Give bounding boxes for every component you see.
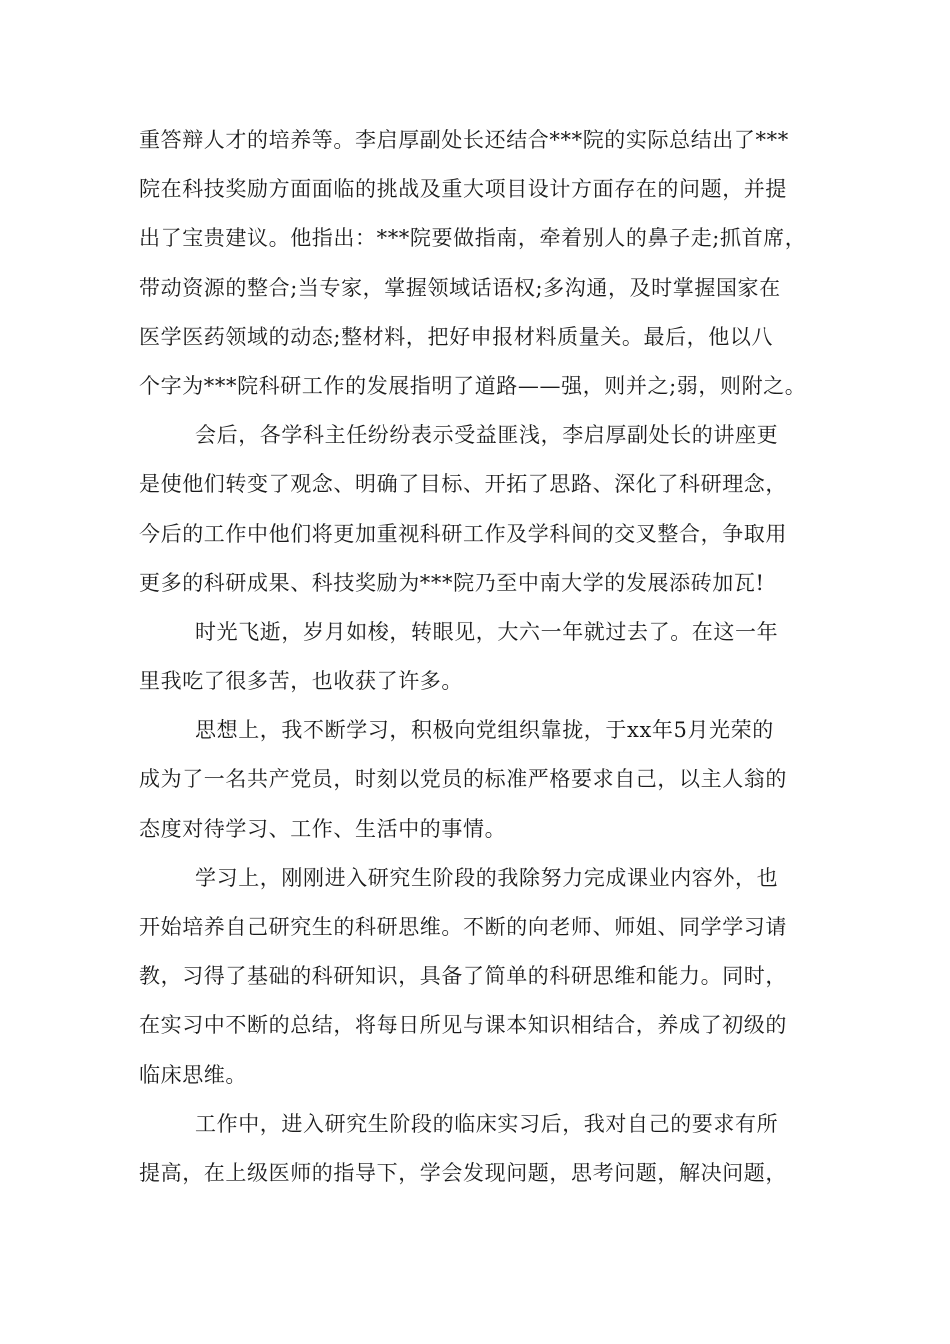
text-line: 教，习得了基础的科研知识，具备了简单的科研思维和能力。同时， [139,964,787,989]
text-line: 是使他们转变了观念、明确了目标、开拓了思路、深化了科研理念， [139,472,787,497]
text-line: 重答辩人才的培养等。李启厚副处长还结合***院的实际总结出了*** [139,128,789,152]
paragraph-first-line: 学习上，刚刚进入研究生阶段的我除努力完成课业内容外，也 [195,865,779,890]
text-line: 带动资源的整合;当专家，掌握领域话语权;多沟通，及时掌握国家在 [139,275,781,300]
text-line: 临床思维。 [139,1062,247,1087]
text-line: 态度对待学习、工作、生活中的事情。 [139,816,507,841]
text-line: 出了宝贵建议。他指出：***院要做指南，牵着别人的鼻子走;抓首席， [139,226,807,251]
document-body [139,122,819,1204]
text-line: 里我吃了很多苦，也收获了许多。 [139,669,463,694]
text-line: 院在科技奖励方面面临的挑战及重大项目设计方面存在的问题，并提 [139,177,787,202]
paragraph-first-line: 时光飞逝，岁月如梭，转眼见，大六一年就过去了。在这一年 [195,619,779,644]
text-line: 成为了一名共产党员，时刻以党员的标准严格要求自己，以主人翁的 [139,767,787,792]
text-line: 更多的科研成果、科技奖励为***院乃至中南大学的发展添砖加瓦! [139,570,765,595]
paragraph-first-line: 工作中，进入研究生阶段的临床实习后，我对自己的要求有所 [195,1111,779,1136]
text-line: 提高，在上级医师的指导下，学会发现问题，思考问题，解决问题， [139,1160,787,1185]
text-line: 今后的工作中他们将更加重视科研工作及学科间的交叉整合，争取用 [139,521,787,546]
text-line: 医学医药领域的动态;整材料，把好申报材料质量关。最后，他以八 [139,324,774,349]
paragraph-first-line: 思想上，我不断学习，积极向党组织靠拢，于xx年5月光荣的 [195,718,774,743]
paragraph-first-line: 会后，各学科主任纷纷表示受益匪浅，李启厚副处长的讲座更 [195,423,779,448]
text-line: 开始培养自己研究生的科研思维。不断的向老师、师姐、同学学习请 [139,915,787,939]
text-line: 在实习中不断的总结，将每日所见与课本知识相结合，养成了初级的 [139,1013,787,1038]
text-line: 个字为***院科研工作的发展指明了道路——强，则并之;弱，则附之。 [139,373,807,398]
